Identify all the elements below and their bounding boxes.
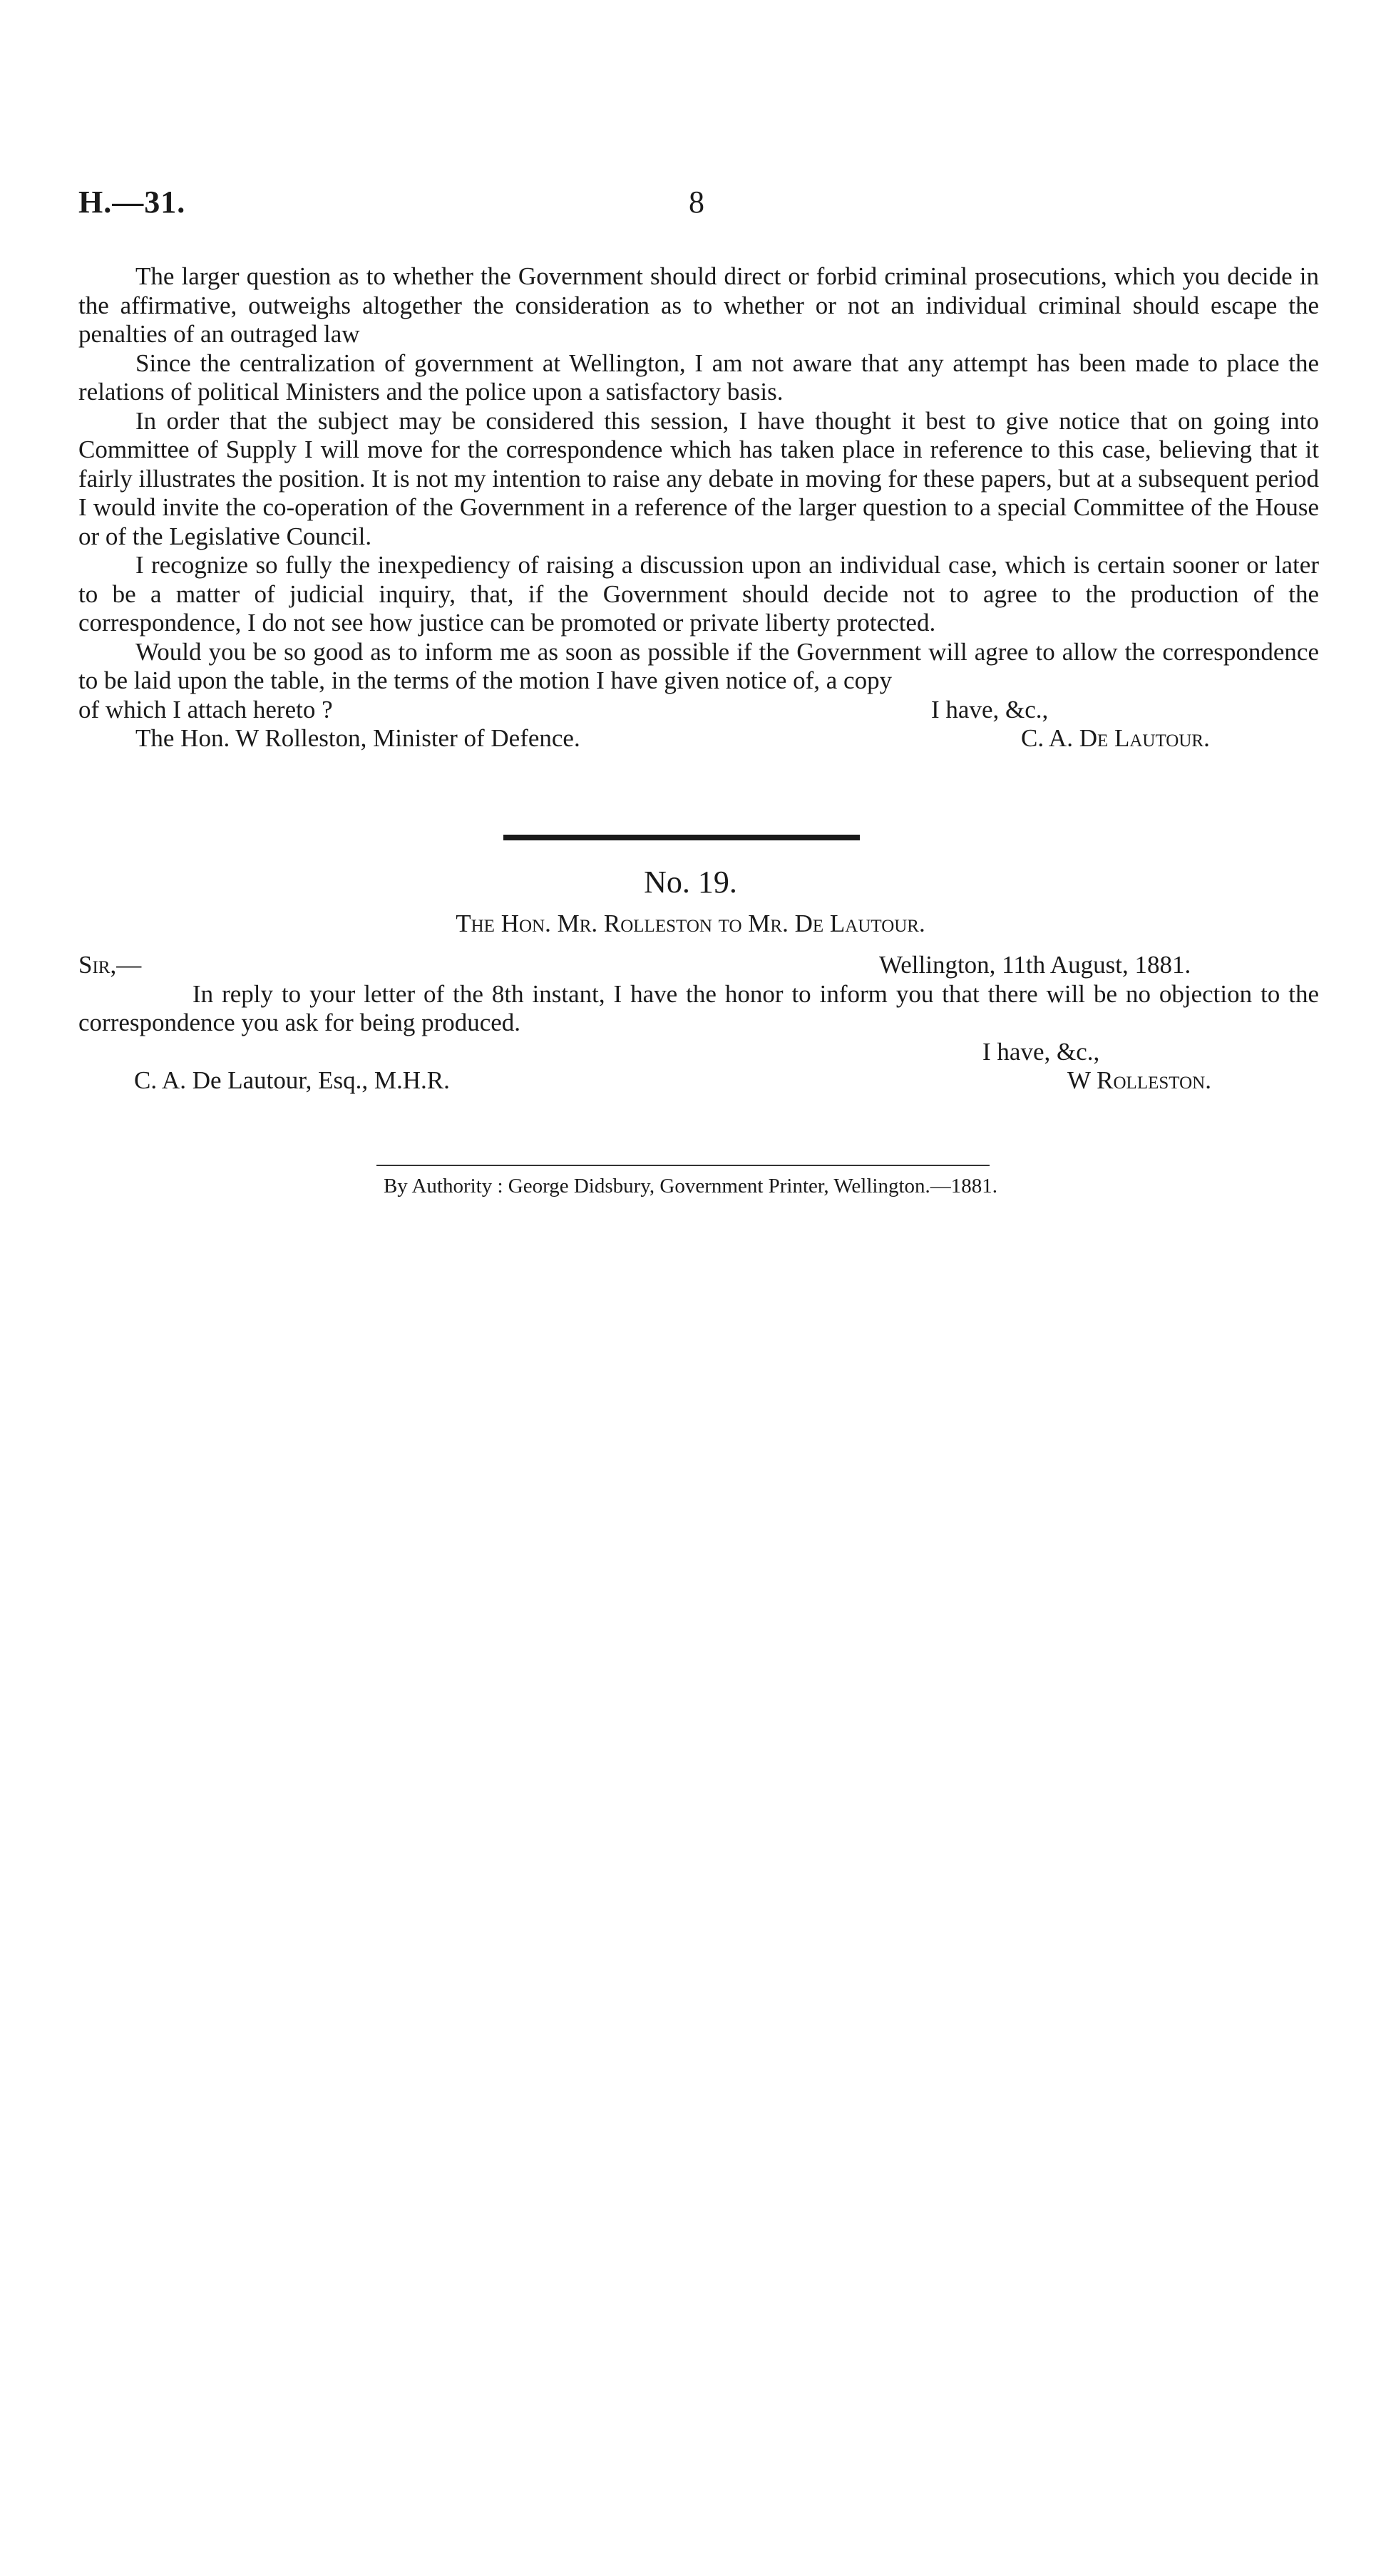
closing-line: of which I attach hereto ? — [78, 695, 333, 723]
addressee: The Hon. W Rolleston, Minister of Defence. — [135, 723, 580, 752]
regards-row — [78, 1038, 1319, 1067]
page-header — [78, 184, 1319, 227]
closing-row — [78, 696, 1319, 724]
letter-title: The Hon. Mr. Rolleston to Mr. De Lautour. — [456, 910, 925, 937]
letter-19-body — [78, 951, 1319, 1096]
signature: W Rolleston. — [1067, 1066, 1211, 1094]
page-number: 8 — [689, 185, 704, 220]
regards: I have, &c., — [982, 1037, 1100, 1066]
paragraph: In reply to your letter of the 8th instant, I have the honor to inform you that there will be no objection to the correspondence you ask for being produced. — [78, 979, 1319, 1036]
printer-imprint: By Authority : George Didsbury, Government Printer, Wellington.—1881. — [383, 1175, 998, 1197]
section-divider — [503, 835, 860, 840]
document-id: H.—31. — [78, 185, 186, 220]
salutation: Sir,— — [78, 951, 142, 979]
addressee: C. A. De Lautour, Esq., M.H.R. — [134, 1066, 450, 1094]
dateline: Wellington, 11th August, 1881. — [879, 951, 1191, 979]
paragraph: Since the centralization of government at Wellington, I am not aware that any attempt has been made to place the relations of political Ministers and the police upon a satisfactory basis. — [78, 349, 1319, 406]
signature-row — [78, 1066, 1319, 1096]
regards: I have, &c., — [931, 695, 1049, 723]
paragraph: Would you be so good as to inform me as soon as possible if the Government will agree to allow the correspondence to be laid upon the table, in the terms of the motion I have given notice of, a copy — [78, 637, 1319, 694]
paragraph: In order that the subject may be considered this session, I have thought it best to give notice that on going into Committee of Supply I will move for the correspondence which has taken place in reference to this case, believing that it fairly illustrates the position. It is not my intention to raise any debate in moving for these papers, but at a subsequent period I would invite the co-operation of the Government in a reference of the larger question to a special Committee of the House or of the Legislative Council. — [78, 406, 1319, 550]
footer-rule — [376, 1165, 990, 1166]
signature: C. A. De Lautour. — [1021, 723, 1210, 752]
signature-row — [78, 724, 1319, 753]
letter-18-body — [78, 262, 1319, 753]
salutation-row — [78, 951, 1319, 980]
paragraph: The larger question as to whether the Government should direct or forbid criminal prosecutions, which you decide in the affirmative, outweighs altogether the consideration as to whether or not an individual criminal should escape the penalties of an outraged law — [78, 262, 1319, 348]
paragraph: I recognize so fully the inexpediency of raising a discussion upon an individual case, which is certain sooner or later to be a matter of judicial inquiry, that, if the Government should decide not to agree to the production of the correspondence, I do not see how justice can be promoted or private liberty protected. — [78, 551, 1319, 637]
letter-number: No. 19. — [644, 865, 737, 900]
